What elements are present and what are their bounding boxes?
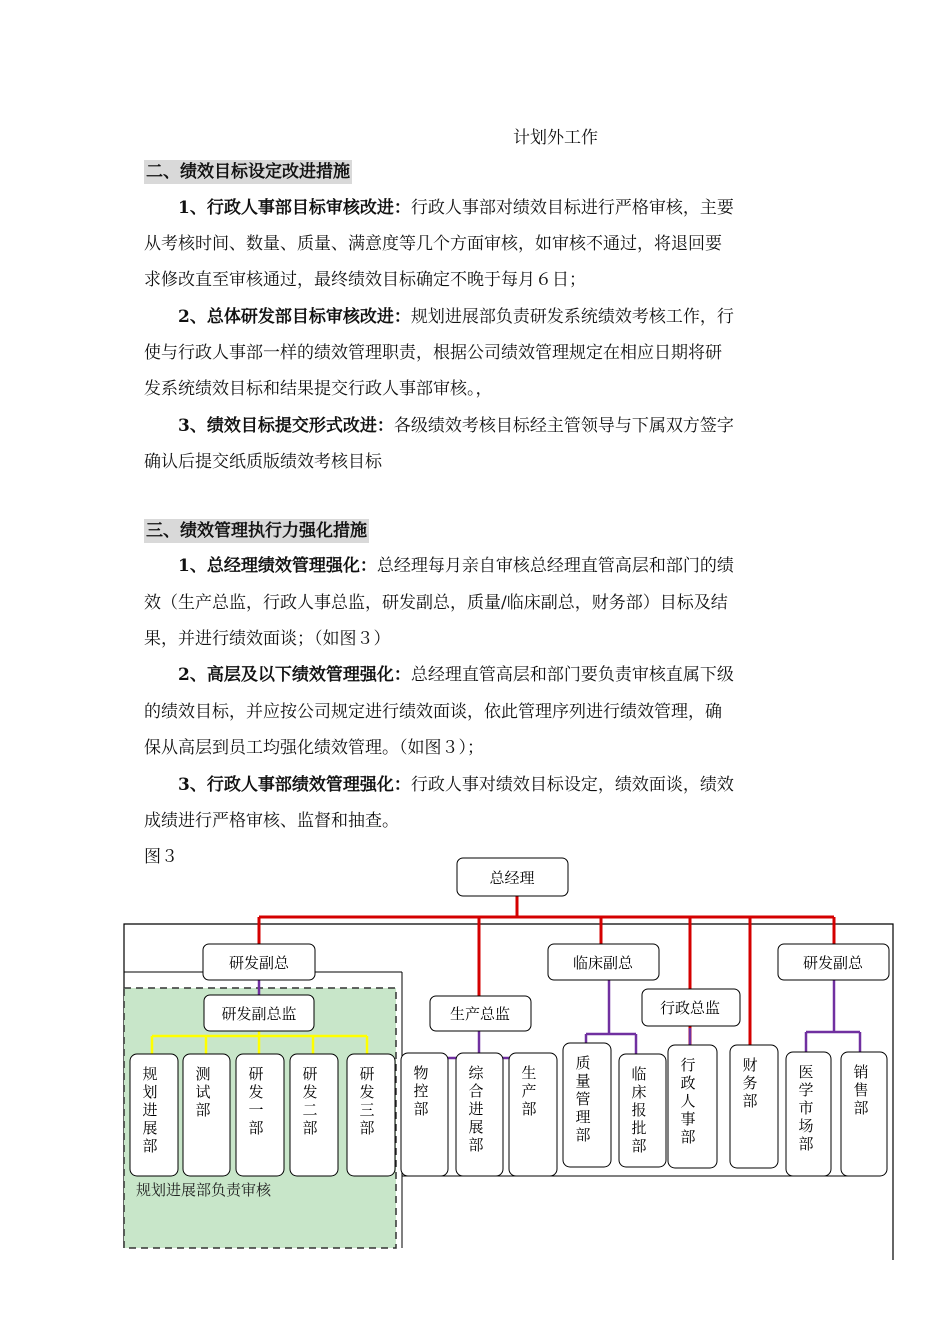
node-vp-rd-left-label: 研发副总: [228, 954, 290, 972]
section3-item3-title: 3、行政人事部绩效管理强化：: [178, 775, 411, 795]
section3-item2-line3: 保从高层到员工均强化绩效管理。（如图３）；: [144, 738, 484, 758]
node-clinical-vp-label: 临床副总: [572, 954, 634, 972]
dept-rd-two-label: 研发二部: [302, 1065, 318, 1137]
dept-quality-management-label: 质量管理部: [575, 1054, 591, 1144]
node-admin-director-label: 行政总监: [659, 999, 721, 1017]
section2-item3-line2: 确认后提交纸质版绩效考核目标: [144, 452, 382, 472]
dept-medical-market-label: 医学市场部: [798, 1063, 814, 1153]
node-prod-director-label: 生产总监: [449, 1005, 511, 1023]
section2-item2-text: 规划进展部负责研发系统绩效考核工作，行: [410, 307, 734, 327]
dept-production-label: 生产部: [521, 1064, 537, 1118]
section3-item2-title: 2、高层及以下绩效管理强化：: [178, 665, 411, 685]
section2-item1-line3: 求修改直至审核通过，最终绩效目标确定不晚于每月６日；: [144, 270, 586, 290]
section3-item3-text: 行政人事对绩效目标设定，绩效面谈，绩效: [410, 775, 734, 795]
section3-item1-line2: 效（生产总监，行政人事总监，研发副总，质量/临床副总，财务部）目标及结: [144, 593, 728, 613]
dept-rd-one-label: 研发一部: [248, 1065, 264, 1137]
section2-item1-text: 行政人事部对绩效目标进行严格审核，主要: [410, 198, 734, 218]
figure-caption: 图３: [144, 847, 178, 867]
dept-admin-hr-label: 行政人事部: [680, 1056, 696, 1146]
dept-boxes: [130, 1043, 887, 1176]
section3-item1-title: 1、总经理绩效管理强化：: [178, 556, 377, 576]
section2-item1-line2: 从考核时间、数量、质量、满意度等几个方面审核，如审核不通过，将退回要: [144, 234, 722, 254]
section3-item3-line2: 成绩进行严格审核、监督和抽查。: [144, 811, 399, 831]
section2-heading: 二、绩效目标设定改进措施: [146, 162, 350, 182]
node-rd-director-label: 研发副总监: [221, 1005, 297, 1023]
node-general-manager-label: 总经理: [489, 869, 535, 887]
section2-item2-title: 2、总体研发部目标审核改进：: [178, 307, 411, 327]
section2-item1-title: 1、行政人事部目标审核改进：: [178, 198, 411, 218]
section2-item3-text: 各级绩效考核目标经主管领导与下属双方签字: [393, 416, 734, 436]
section3-item2-text: 总经理直管高层和部门要负责审核直属下级: [410, 665, 734, 685]
dept-planning-label: 规划进展部: [142, 1065, 158, 1155]
dept-material-control-label: 物控部: [413, 1064, 429, 1118]
section2-item3-title: 3、绩效目标提交形式改进：: [178, 416, 394, 436]
rd-review-note: 规划进展部负责审核: [136, 1181, 272, 1199]
dept-integrated-progress-label: 综合进展部: [468, 1064, 484, 1154]
dept-clinical-approval-label: 临床报批部: [631, 1065, 647, 1155]
dept-finance-label: 财务部: [742, 1056, 758, 1110]
node-vp-rd-right-label: 研发副总: [802, 954, 864, 972]
section3-item1-text: 总经理每月亲自审核总经理直管高层和部门的绩: [376, 556, 734, 576]
dept-sales-label: 销售部: [853, 1063, 869, 1117]
section2-item2-line2: 使与行政人事部一样的绩效管理职责，根据公司绩效管理规定在相应日期将研: [144, 343, 722, 363]
section3-item2-line2: 的绩效目标，并应按公司规定进行绩效面谈，依此管理序列进行绩效管理，确: [144, 702, 722, 722]
dept-testing-label: 测试部: [195, 1065, 211, 1119]
dept-rd-three-label: 研发三部: [359, 1065, 375, 1137]
page-title: 计划外工作: [513, 128, 598, 148]
section2-item2-line3: 发系统绩效目标和结果提交行政人事部审核。，: [144, 379, 493, 399]
section3-heading: 三、绩效管理执行力强化措施: [146, 521, 367, 541]
section3-item1-line3: 果，并进行绩效面谈；（如图３）: [144, 629, 391, 649]
